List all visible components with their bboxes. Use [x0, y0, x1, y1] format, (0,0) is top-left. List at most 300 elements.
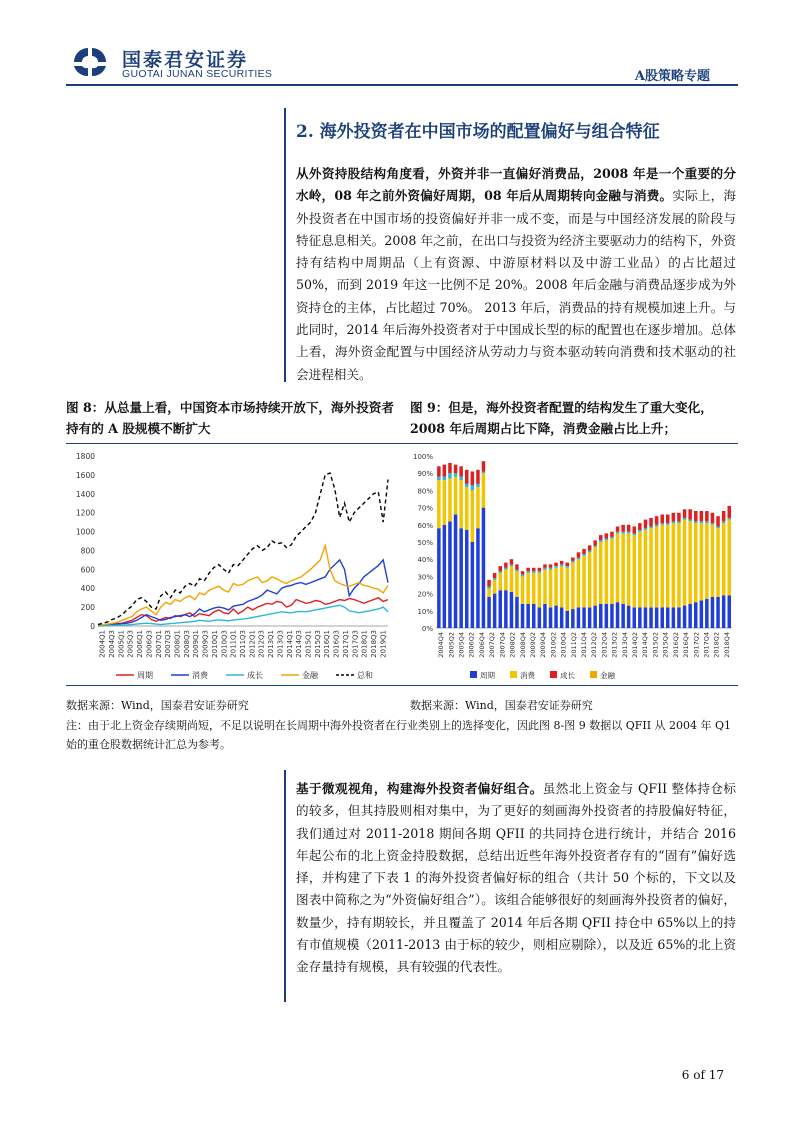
bar-segment-消费 — [599, 542, 603, 604]
paragraph-1 — [296, 163, 736, 386]
bar-segment-周期 — [499, 590, 503, 628]
bar-segment-成长红 — [705, 511, 709, 521]
bar-segment-周期 — [677, 607, 681, 628]
x-tick-label: 2004Q4 — [437, 632, 446, 658]
x-tick-label: 2018Q3 — [369, 630, 378, 658]
bar-segment-成长 — [459, 477, 463, 480]
legend-swatch — [590, 671, 597, 678]
bar-segment-成长 — [677, 521, 681, 523]
x-tick-label: 2016Q4 — [682, 632, 691, 658]
x-tick-label: 2007Q1 — [154, 630, 163, 658]
bar-segment-周期 — [554, 606, 558, 628]
bar-segment-成长红 — [616, 527, 620, 532]
bar-segment-成长红 — [459, 466, 463, 476]
x-tick-label: 2009Q2 — [528, 632, 537, 658]
bar-segment-消费 — [532, 573, 536, 604]
bar-segment-消费 — [521, 576, 525, 604]
bar-segment-成长 — [560, 564, 564, 566]
bar-segment-成长 — [638, 530, 642, 532]
legend-swatch — [550, 671, 557, 678]
x-tick-label: 2010Q4 — [559, 632, 568, 658]
figure-8-caption: 图 8：从总量上看，中国资本市场持续开放下，海外投资者持有的 A 股规模不断扩大 — [66, 400, 394, 436]
bar-segment-消费 — [543, 570, 547, 604]
bar-segment-周期 — [510, 592, 514, 628]
legend-label: 消费 — [192, 671, 208, 680]
y-tick-label: 1600 — [75, 470, 95, 480]
bar-segment-周期 — [482, 508, 486, 628]
figure-note: 注：由于北上资金存续期尚短，不足以说明在长周期中海外投资者在行业类别上的选择变化，因此图 8-图 9 数据以 QFII 从 2004 年 Q1 始的重仓股数据统计汇总为参考。 — [66, 719, 732, 751]
bar-segment-成长 — [588, 551, 592, 553]
x-tick-label: 2009Q1 — [192, 630, 201, 658]
bar-segment-周期 — [443, 525, 447, 628]
x-tick-label: 2008Q2 — [508, 632, 517, 658]
bar-segment-周期 — [471, 542, 475, 628]
x-tick-label: 2010Q2 — [549, 632, 558, 658]
x-tick-label: 2006Q1 — [136, 630, 145, 658]
bar-segment-周期 — [716, 597, 720, 628]
y-tick-label: 200 — [80, 603, 95, 613]
x-tick-label: 2015Q3 — [313, 630, 322, 658]
bar-segment-消费 — [610, 539, 614, 604]
bar-segment-成长红 — [493, 573, 497, 578]
bar-segment-成长红 — [700, 511, 704, 521]
bar-segment-周期 — [543, 604, 547, 628]
bar-segment-成长红 — [677, 513, 681, 522]
section-title: 2. 海外投资者在中国市场的配置偏好与组合特征 — [296, 122, 660, 142]
bar-segment-成长 — [582, 554, 586, 556]
bar-segment-成长 — [476, 484, 480, 487]
bar-segment-消费 — [549, 570, 553, 608]
bar-segment-周期 — [521, 604, 525, 628]
bar-segment-成长红 — [711, 513, 715, 523]
bar-segment-成长 — [532, 571, 536, 573]
bar-segment-周期 — [571, 609, 575, 628]
legend-swatch — [470, 671, 477, 678]
bar-segment-消费 — [722, 523, 726, 595]
x-tick-label: 2010Q3 — [220, 630, 229, 658]
source-divider — [66, 685, 738, 686]
x-tick-label: 2008Q1 — [173, 630, 182, 658]
bar-segment-消费 — [616, 533, 620, 602]
y-tick-label: 400 — [80, 584, 95, 594]
y-tick-label: 600 — [80, 565, 95, 575]
bar-segment-周期 — [582, 607, 586, 628]
legend-label: 成长 — [247, 671, 263, 680]
x-tick-label: 2014Q2 — [631, 632, 640, 658]
bar-segment-成长 — [465, 484, 469, 487]
x-tick-label: 2004Q3 — [108, 630, 117, 658]
bar-segment-消费 — [482, 473, 486, 507]
bar-segment-成长红 — [566, 563, 570, 566]
x-tick-label: 2015Q1 — [304, 630, 313, 658]
x-tick-label: 2006Q3 — [145, 630, 154, 658]
bar-segment-成长红 — [437, 466, 441, 476]
x-tick-label: 2019Q1 — [379, 630, 388, 658]
x-tick-label: 2018Q2 — [712, 632, 721, 658]
bar-segment-成长 — [683, 518, 687, 520]
series-line-金融 — [98, 546, 388, 625]
x-tick-label: 2005Q3 — [126, 630, 135, 658]
bar-segment-成长红 — [688, 509, 692, 519]
bar-segment-消费 — [593, 547, 597, 606]
bar-segment-周期 — [437, 528, 441, 628]
bar-segment-消费 — [471, 490, 475, 542]
bar-segment-成长红 — [627, 525, 631, 532]
legend-label: 金融 — [302, 671, 318, 680]
x-tick-label: 2012Q1 — [248, 630, 257, 658]
bar-segment-消费 — [627, 533, 631, 605]
bar-segment-周期 — [577, 607, 581, 628]
bar-segment-消费 — [459, 480, 463, 528]
bar-segment-消费 — [526, 573, 530, 604]
y-tick-label: 20% — [417, 590, 433, 599]
figure-8-source: 数据来源：Wind，国泰君安证券研究 — [66, 699, 249, 712]
bar-segment-成长 — [493, 578, 497, 580]
bar-segment-成长红 — [644, 520, 648, 529]
bar-segment-消费 — [666, 525, 670, 608]
x-tick-label: 2014Q4 — [641, 632, 650, 658]
bar-segment-成长红 — [543, 564, 547, 567]
bar-segment-成长红 — [610, 532, 614, 537]
bar-segment-消费 — [688, 521, 692, 604]
bar-segment-成长红 — [499, 566, 503, 571]
bar-segment-周期 — [459, 528, 463, 628]
bar-segment-周期 — [722, 595, 726, 628]
bar-segment-成长 — [610, 537, 614, 539]
bar-segment-成长 — [499, 571, 503, 573]
y-tick-label: 0 — [90, 622, 95, 631]
x-tick-label: 2006Q4 — [477, 632, 486, 658]
legend-label: 周期 — [137, 671, 153, 680]
bar-segment-消费 — [493, 580, 497, 594]
bar-segment-成长 — [454, 473, 458, 476]
bar-segment-成长 — [716, 527, 720, 529]
bar-segment-消费 — [582, 556, 586, 608]
bar-segment-周期 — [538, 607, 542, 628]
sidebar-rule-2 — [284, 770, 286, 1002]
legend-label: 总和 — [357, 671, 373, 680]
bar-segment-成长 — [549, 568, 553, 570]
bar-segment-消费 — [649, 528, 653, 607]
paragraph-2-body: 虽然北上资金与 QFII 整体持仓标的较多，但其持股则相对集中，为了更好的刻画海外投资者的持股偏好特征，我们通过对 2011-2018 期间各期 QFII 的共同持仓进行统计，并结合 2016 年起公布的北上资金持股数据，总结出近些年海外投资者存有的“固有”偏好选择，并构建了下表 1 的海外投资者偏好标的组合（共计 50 个标的，下文以及图表中简称之为“外资偏好组合”）。该组合能够很好的刻画海外投资者的偏好，数量少，持有期较长，并且覆盖了 2014 年后各期 QFII 持仓中 65%以上的持有市值规模（2011-2013 由于标的较少，则相应剔除），以及近 65%的北上资金存量持有规模，具有较强的代表性。 — [296, 781, 736, 975]
y-tick-label: 10% — [417, 607, 433, 616]
bar-segment-周期 — [448, 521, 452, 628]
bar-segment-周期 — [599, 604, 603, 628]
bar-segment-成长红 — [538, 568, 542, 571]
x-tick-label: 2004Q1 — [98, 630, 107, 658]
bar-segment-消费 — [571, 563, 575, 609]
x-tick-label: 2011Q4 — [580, 632, 588, 658]
x-tick-label: 2013Q4 — [620, 632, 629, 658]
bar-segment-成长 — [655, 525, 659, 527]
bar-segment-成长红 — [448, 463, 452, 473]
legend-label: 金融 — [600, 671, 615, 680]
bar-segment-成长红 — [471, 472, 475, 486]
bar-segment-周期 — [566, 611, 570, 628]
x-tick-label: 2016Q2 — [671, 632, 680, 658]
bar-segment-成长 — [443, 477, 447, 480]
bar-segment-消费 — [454, 477, 458, 515]
bar-segment-周期 — [633, 607, 637, 628]
bar-segment-周期 — [666, 607, 670, 628]
bar-segment-成长 — [672, 521, 676, 523]
report-type: A股策略专题 — [634, 69, 710, 84]
bar-segment-周期 — [649, 607, 653, 628]
x-tick-label: 2017Q2 — [692, 632, 701, 658]
bar-segment-消费 — [538, 573, 542, 607]
bar-segment-消费 — [443, 480, 447, 525]
bar-segment-周期 — [593, 606, 597, 628]
y-tick-label: 60% — [417, 521, 433, 530]
bar-segment-成长红 — [672, 513, 676, 522]
x-tick-label: 2014Q1 — [285, 630, 294, 658]
bar-segment-成长红 — [526, 568, 530, 571]
bar-segment-成长 — [543, 568, 547, 570]
bar-segment-成长 — [577, 558, 581, 560]
x-tick-label: 2008Q4 — [518, 632, 527, 658]
y-tick-label: 100% — [412, 453, 433, 461]
bar-segment-成长红 — [593, 540, 597, 545]
bar-segment-周期 — [560, 607, 564, 628]
page-number: 6 of 17 — [681, 1068, 724, 1082]
y-tick-label: 90% — [417, 470, 433, 479]
y-tick-label: 1200 — [75, 508, 95, 518]
y-tick-label: 40% — [417, 556, 433, 565]
bar-segment-消费 — [560, 566, 564, 607]
x-tick-label: 2016Q3 — [332, 630, 341, 658]
bar-segment-成长 — [448, 473, 452, 478]
bar-segment-周期 — [549, 607, 553, 628]
bar-segment-消费 — [566, 568, 570, 611]
bar-segment-周期 — [532, 604, 536, 628]
bar-segment-周期 — [688, 604, 692, 628]
legend-label: 消费 — [520, 671, 535, 680]
bar-segment-成长红 — [465, 470, 469, 484]
bar-segment-消费 — [633, 535, 637, 607]
bar-segment-成长红 — [599, 535, 603, 540]
paragraph-1-body: 实际上，海外投资者在中国市场的投资偏好并非一成不变，而是与中国经济发展的阶段与特征息息相关。2008 年之前，在出口与投资为经济主要驱动力的结构下，外资持有结构中周期品（上有资源、中游原材料以及中游工业品）的占比超过 50%，而到 2019 年这一比例不足 20%。2008 年后金融与消费品逐步成为外资持仓的主体，占比超过 70%。 2013 年后，消费品的持有规模加速上升。与此同时，2014 年后海外投资者对于中国成长型的标的配置也在逐步增加。总体上看，海外资金配置与中国经济从劳动力与资本驱动转向消费和技术驱动的社会进程相关。 — [296, 188, 737, 382]
bar-segment-消费 — [465, 487, 469, 530]
x-tick-label: 2017Q1 — [341, 630, 350, 658]
bar-segment-成长 — [711, 523, 715, 525]
bar-segment-消费 — [504, 570, 508, 591]
bar-segment-周期 — [694, 602, 698, 628]
bar-segment-成长 — [515, 570, 519, 572]
figure-9-caption: 图 9：但是，海外投资者配置的结构发生了重大变化，2008 年后周期占比下降，消费金融占比上升； — [410, 400, 713, 436]
bar-segment-成长红 — [554, 563, 558, 566]
brand-name-en: GUOTAI JUNAN SECURITIES — [122, 68, 273, 80]
bar-segment-周期 — [526, 604, 530, 628]
bar-segment-成长红 — [532, 568, 536, 571]
bar-segment-消费 — [476, 487, 480, 528]
x-tick-label: 2009Q4 — [539, 632, 548, 658]
header-divider — [66, 84, 738, 86]
bar-segment-周期 — [610, 604, 614, 628]
paragraph-2-lead: 基于微观视角，构建海外投资者偏好组合。 — [296, 781, 543, 796]
brand-name-cn: 国泰君安证券 — [122, 49, 249, 71]
legend-label: 成长 — [560, 671, 575, 680]
bar-segment-成长 — [621, 532, 625, 534]
bar-segment-成长 — [538, 571, 542, 573]
x-tick-label: 2017Q4 — [702, 632, 711, 658]
bar-segment-消费 — [588, 552, 592, 607]
bar-segment-成长 — [482, 472, 486, 474]
bar-segment-成长红 — [694, 511, 698, 521]
x-tick-label: 2012Q3 — [257, 630, 266, 658]
x-tick-label: 2012Q2 — [590, 632, 599, 658]
bar-segment-成长红 — [633, 527, 637, 534]
bar-segment-成长红 — [728, 506, 732, 518]
figure-8-line-chart — [66, 448, 398, 684]
x-tick-label: 2005Q1 — [117, 630, 126, 658]
sidebar-rule — [284, 108, 286, 382]
bar-segment-周期 — [655, 607, 659, 628]
bar-segment-消费 — [683, 520, 687, 606]
bar-segment-成长 — [571, 561, 575, 563]
bar-segment-成长 — [694, 521, 698, 523]
bar-segment-成长 — [566, 566, 570, 568]
figure-9-source: 数据来源：Wind，国泰君安证券研究 — [410, 699, 593, 712]
bar-segment-成长红 — [487, 580, 491, 587]
bar-segment-成长红 — [661, 515, 665, 524]
bar-segment-成长 — [705, 521, 709, 523]
bar-segment-成长红 — [655, 516, 659, 525]
y-tick-label: 0% — [421, 625, 433, 633]
bar-segment-成长 — [616, 532, 620, 534]
bar-segment-成长 — [666, 523, 670, 525]
x-tick-label: 2007Q3 — [164, 630, 173, 658]
bar-segment-周期 — [728, 595, 732, 628]
bar-segment-消费 — [499, 573, 503, 590]
bar-segment-成长 — [593, 545, 597, 547]
bar-segment-消费 — [605, 540, 609, 604]
bar-segment-成长 — [437, 477, 441, 480]
bar-segment-消费 — [716, 528, 720, 597]
bar-segment-成长 — [722, 521, 726, 523]
x-tick-label: 2017Q3 — [351, 630, 360, 658]
bar-segment-消费 — [672, 523, 676, 607]
y-tick-label: 50% — [417, 539, 433, 547]
bar-segment-成长 — [521, 575, 525, 577]
bar-segment-消费 — [638, 532, 642, 608]
x-tick-label: 2013Q3 — [276, 630, 285, 658]
bar-segment-成长 — [599, 540, 603, 542]
bar-segment-消费 — [705, 523, 709, 599]
x-tick-label: 2011Q3 — [239, 630, 247, 658]
bar-segment-周期 — [515, 597, 519, 628]
bar-segment-成长红 — [716, 516, 720, 526]
bar-segment-成长红 — [605, 533, 609, 538]
y-tick-label: 800 — [80, 546, 95, 556]
y-tick-label: 30% — [417, 573, 433, 582]
paragraph-1-lead: 从外资持股结构角度看，外资并非一直偏好消费品，2008 年是一个重要的分水岭，08 年之前外资偏好周期，08 年后从周期转向金融与消费。 — [296, 166, 736, 204]
bar-segment-周期 — [705, 599, 709, 628]
bar-segment-成长红 — [476, 470, 480, 484]
bar-segment-成长红 — [649, 518, 653, 527]
bar-segment-消费 — [487, 588, 491, 597]
bar-segment-消费 — [728, 520, 732, 596]
x-tick-label: 2016Q1 — [323, 630, 332, 658]
x-tick-label: 2014Q3 — [295, 630, 304, 658]
bar-segment-消费 — [700, 523, 704, 600]
bar-segment-成长红 — [722, 511, 726, 521]
bar-segment-消费 — [448, 478, 452, 521]
company-logo — [70, 44, 110, 80]
x-tick-label: 2018Q4 — [722, 632, 731, 658]
y-tick-label: 1000 — [75, 527, 95, 537]
x-tick-label: 2015Q4 — [661, 632, 670, 658]
bar-segment-周期 — [487, 597, 491, 628]
x-tick-label: 2005Q2 — [447, 632, 456, 658]
bar-segment-成长红 — [482, 461, 486, 471]
x-tick-label: 2018Q1 — [360, 630, 369, 658]
bar-segment-成长红 — [683, 509, 687, 518]
bar-segment-成长红 — [666, 515, 670, 524]
bar-segment-成长红 — [638, 523, 642, 530]
bar-segment-成长红 — [560, 561, 564, 564]
y-tick-label: 80% — [417, 487, 433, 496]
bar-segment-成长 — [661, 523, 665, 525]
bar-segment-成长红 — [621, 525, 625, 532]
bar-segment-周期 — [476, 528, 480, 628]
bar-segment-消费 — [644, 530, 648, 607]
x-tick-label: 2007Q4 — [498, 632, 507, 658]
bar-segment-消费 — [621, 533, 625, 604]
bar-segment-周期 — [465, 530, 469, 628]
legend-swatch — [510, 671, 517, 678]
bar-segment-成长 — [649, 527, 653, 529]
bar-segment-成长红 — [588, 545, 592, 550]
bar-segment-周期 — [672, 607, 676, 628]
bar-segment-周期 — [493, 594, 497, 628]
bar-segment-成长红 — [582, 549, 586, 554]
x-tick-label: 2015Q2 — [651, 632, 660, 658]
x-tick-label: 2007Q2 — [488, 632, 497, 658]
bar-segment-成长 — [471, 485, 475, 490]
bar-segment-成长 — [688, 520, 692, 522]
y-tick-label: 70% — [417, 504, 433, 513]
bar-segment-周期 — [605, 604, 609, 628]
series-line-周期 — [98, 598, 388, 626]
bar-segment-周期 — [621, 604, 625, 628]
bar-segment-成长红 — [504, 563, 508, 568]
bar-segment-消费 — [711, 525, 715, 597]
bar-segment-周期 — [638, 607, 642, 628]
bar-segment-消费 — [577, 559, 581, 607]
bar-segment-周期 — [644, 607, 648, 628]
bar-segment-消费 — [554, 568, 558, 606]
bar-segment-周期 — [711, 597, 715, 628]
bar-segment-成长红 — [454, 465, 458, 474]
y-tick-label: 1800 — [75, 452, 95, 461]
bar-segment-成长 — [700, 521, 704, 523]
x-tick-label: 2005Q4 — [457, 632, 466, 658]
bar-segment-成长 — [644, 528, 648, 530]
bar-segment-成长红 — [577, 552, 581, 557]
bar-segment-消费 — [655, 527, 659, 608]
x-tick-label: 2012Q4 — [600, 632, 609, 658]
x-tick-label: 2010Q1 — [210, 630, 219, 658]
x-tick-label: 2008Q3 — [182, 630, 191, 658]
bar-segment-消费 — [694, 523, 698, 602]
bar-segment-成长 — [627, 532, 631, 534]
bar-segment-消费 — [437, 480, 441, 528]
bar-segment-周期 — [700, 601, 704, 629]
figure-9-stacked-bar-chart — [410, 448, 738, 684]
bar-segment-成长 — [728, 518, 732, 520]
bar-segment-消费 — [677, 523, 681, 607]
x-tick-label: 2011Q2 — [569, 632, 578, 658]
